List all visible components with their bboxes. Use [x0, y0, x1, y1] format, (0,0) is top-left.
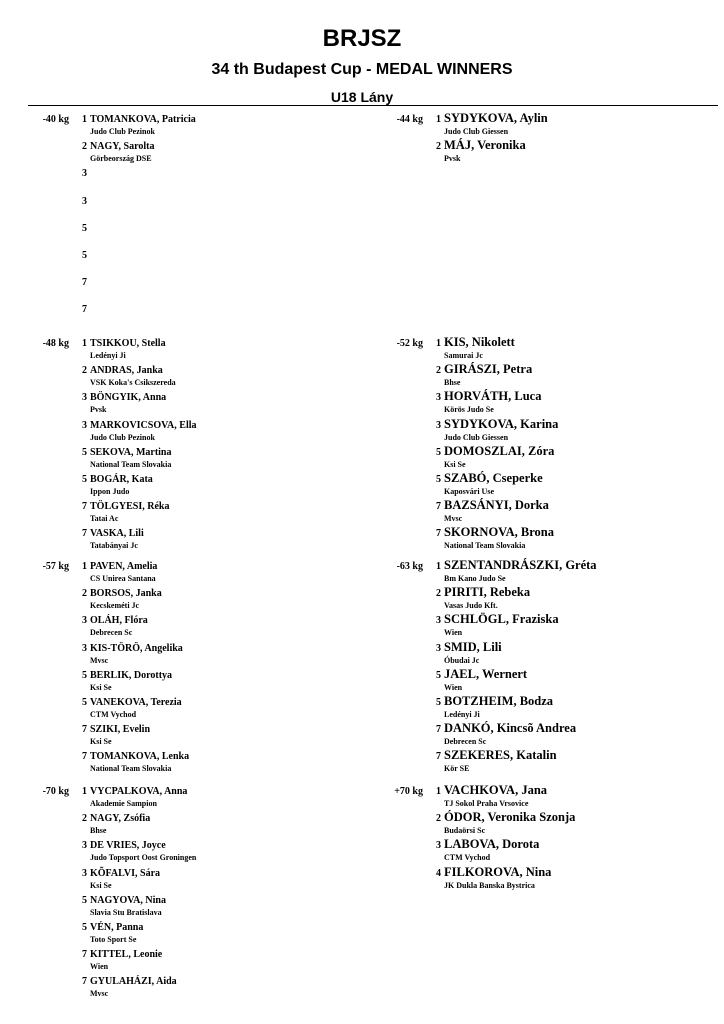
club-name: Debrecen Sc: [90, 628, 133, 638]
athlete-name: KITTEL, Leonie: [90, 949, 163, 961]
athlete-name: MÁJ, Veronika: [444, 138, 526, 153]
place-number: 4: [436, 867, 441, 879]
club-name: VSK Koka's Csikszereda: [90, 378, 176, 388]
result-row: [431, 692, 711, 719]
place-number: 1: [436, 786, 441, 797]
athlete-name: KIS, Nikolett: [444, 335, 515, 349]
athlete-name: SYDYKOVA, Aylin: [444, 111, 548, 125]
place-number: 7: [82, 751, 87, 763]
place-number: 7: [82, 949, 87, 961]
athlete-name: NAGY, Zsófia: [90, 813, 151, 825]
athlete-name: ANDRAS, Janka: [90, 365, 163, 377]
athlete-name: BOGÁR, Kata: [90, 474, 153, 485]
header-rule: [28, 105, 718, 106]
place-number: 5: [82, 894, 87, 906]
club-name: Tatabányai Jc: [90, 541, 138, 551]
club-name: Wien: [444, 628, 463, 638]
result-row: [431, 523, 711, 550]
club-name: Ippon Judo: [90, 487, 130, 496]
club-name: CS Unirea Santana: [90, 574, 156, 583]
category-label: -52 kg: [396, 338, 423, 349]
place-number: 1: [82, 561, 87, 572]
athlete-name: TÖLGYESI, Réka: [90, 501, 170, 513]
category-label: -70 kg: [42, 786, 69, 797]
result-row: [431, 415, 711, 442]
athlete-name: KIS-TÖRÖ, Angelika: [90, 642, 183, 654]
place-number: 3: [436, 840, 441, 852]
place-number: 7: [82, 501, 87, 513]
result-row: [431, 442, 711, 469]
athlete-name: PAVEN, Amelia: [90, 561, 158, 572]
club-name: Judo Club Giessen: [444, 432, 509, 442]
club-name: TJ Sokol Praha Vrsovice: [444, 799, 529, 808]
place-number: 1: [436, 338, 441, 349]
result-row: [431, 556, 711, 583]
place-number: 3: [436, 392, 441, 404]
club-name: Ledényi Ji: [444, 710, 480, 719]
place-number: 5: [436, 669, 441, 681]
club-name: Judo Topsport Oost Groningen: [90, 853, 197, 863]
place-number: 2: [436, 813, 441, 825]
place-number: 2: [82, 813, 87, 825]
result-row: [431, 863, 711, 890]
club-name: Pvsk: [444, 154, 461, 164]
club-name: Ksi Se: [444, 459, 466, 469]
club-name: Ksi Se: [90, 737, 112, 747]
place-number: 7: [436, 528, 441, 540]
athlete-name: SKORNOVA, Brona: [444, 525, 554, 540]
athlete-name: SCHLÖGL, Fraziska: [444, 612, 559, 627]
athlete-name: SEKOVA, Martina: [90, 446, 172, 458]
athlete-name: KÕFALVI, Sára: [90, 867, 161, 879]
athlete-name: FILKOROVA, Nina: [444, 864, 552, 879]
place-number: 3: [82, 642, 87, 654]
weight-category: [0, 781, 724, 1003]
place-number: 7: [436, 751, 441, 763]
result-row: [431, 136, 711, 163]
athlete-name: NAGYOVA, Nina: [90, 894, 166, 906]
place-number: 3: [82, 419, 87, 431]
place-number: 7: [82, 528, 87, 540]
place-number: 5: [82, 697, 87, 708]
club-name: Akademie Sampion: [90, 799, 157, 808]
athlete-name: SYDYKOVA, Karina: [444, 416, 559, 431]
place-number: 7: [82, 304, 87, 316]
place-number: 1: [82, 338, 87, 349]
athlete-name: GYULAHÁZI, Aida: [90, 976, 177, 988]
athlete-name: VÉN, Panna: [90, 922, 144, 933]
weight-category: [0, 109, 724, 331]
athlete-name: ÓDOR, Veronika Szonja: [444, 810, 576, 825]
page-title: BRJSZ: [322, 25, 402, 52]
athlete-name: SZENTANDRÁSZKI, Gréta: [444, 558, 597, 572]
athlete-name: TSIKKOU, Stella: [90, 338, 166, 349]
place-number: 3: [436, 642, 441, 654]
club-name: JK Dukla Banska Bystrica: [444, 880, 535, 890]
club-name: Judo Club Pezinok: [90, 127, 155, 136]
category-label: -63 kg: [396, 561, 423, 572]
result-row: [431, 638, 711, 665]
category-label: +70 kg: [394, 786, 423, 797]
club-name: Görbeország DSE: [90, 154, 152, 164]
club-name: Körös Judo Se: [444, 405, 494, 415]
place-number: 1: [82, 786, 87, 797]
athlete-name: DOMOSZLAI, Zóra: [444, 443, 555, 458]
place-number: 3: [436, 615, 441, 627]
place-number: 5: [82, 446, 87, 458]
athlete-name: GIRÁSZI, Petra: [444, 362, 533, 377]
athlete-name: OLÁH, Flóra: [90, 615, 148, 627]
place-number: 7: [436, 724, 441, 736]
club-name: Kör SE: [444, 764, 470, 774]
athlete-name: BORSOS, Janka: [90, 588, 162, 600]
place-number: 3: [82, 867, 87, 879]
place-number: 5: [82, 669, 87, 681]
club-name: Ksi Se: [90, 682, 112, 692]
place-number: 1: [436, 114, 441, 125]
result-row: [431, 746, 711, 773]
athlete-name: BAZSÁNYI, Dorka: [444, 498, 549, 513]
place-number: 5: [82, 474, 87, 485]
place-number: 5: [82, 222, 87, 234]
result-row: [431, 665, 711, 692]
place-number: 1: [436, 561, 441, 572]
club-name: Debrecen Sc: [444, 737, 487, 747]
weight-category: [0, 556, 724, 778]
athlete-name: PIRITI, Rebeka: [444, 585, 531, 600]
athlete-name: VANEKOVA, Terezia: [90, 697, 182, 708]
place-number: 3: [82, 615, 87, 627]
result-row: [431, 360, 711, 387]
club-name: Samurai Jc: [444, 351, 483, 360]
athlete-name: SZABÓ, Cseperke: [444, 471, 543, 485]
result-row: [431, 808, 711, 835]
athlete-name: HORVÁTH, Luca: [444, 389, 542, 404]
place-number: 3: [82, 392, 87, 404]
club-name: National Team Slovakia: [444, 541, 526, 551]
athlete-name: BERLIK, Dorottya: [90, 669, 173, 681]
club-name: Toto Sport Se: [90, 935, 137, 944]
place-number: 1: [82, 114, 87, 125]
place-number: 2: [82, 365, 87, 377]
result-row: [431, 583, 711, 610]
place-number: 5: [82, 922, 87, 933]
club-name: Judo Club Pezinok: [90, 432, 155, 442]
result-row: [431, 781, 711, 808]
club-name: Vasas Judo Kft.: [444, 601, 498, 611]
category-label: -40 kg: [42, 114, 69, 125]
place-number: 2: [436, 141, 441, 153]
place-number: 2: [82, 588, 87, 600]
athlete-name: TOMANKOVA, Patricia: [90, 114, 196, 125]
athlete-name: JAEL, Wernert: [444, 666, 528, 681]
club-name: Kaposvári Use: [444, 487, 494, 496]
result-row: [431, 109, 711, 136]
club-name: Kecskeméti Jc: [90, 601, 140, 611]
athlete-name: VACHKOVA, Jana: [444, 783, 548, 797]
place-number: 5: [436, 446, 441, 458]
place-number: 3: [82, 840, 87, 852]
place-number: 5: [436, 697, 441, 708]
club-name: Pvsk: [90, 405, 107, 415]
place-number: 2: [436, 588, 441, 600]
club-name: National Team Slovakia: [90, 764, 172, 774]
result-row: [431, 610, 711, 637]
athlete-name: BOTZHEIM, Bodza: [444, 694, 554, 708]
club-name: Óbudai Jc: [444, 655, 480, 665]
club-name: National Team Slovakia: [90, 459, 172, 469]
athlete-name: LABOVA, Dorota: [444, 837, 540, 852]
club-name: Bhse: [444, 378, 461, 388]
club-name: Tatai Ac: [90, 514, 119, 524]
athlete-name: SZEKERES, Katalin: [444, 748, 557, 763]
athlete-name: DANKÓ, Kincsõ Andrea: [444, 721, 577, 736]
club-name: Slavia Stu Bratislava: [90, 907, 162, 917]
place-number: 2: [436, 365, 441, 377]
club-name: Mvsc: [90, 989, 109, 999]
athlete-name: VASKA, Lili: [90, 528, 144, 540]
club-name: Mvsc: [444, 514, 463, 524]
place-number: 7: [82, 724, 87, 736]
athlete-name: SMID, Lili: [444, 639, 502, 654]
club-name: Bm Kano Judo Se: [444, 574, 506, 583]
place-number: 3: [82, 168, 87, 180]
category-label: -44 kg: [396, 114, 423, 125]
athlete-name: VYCPALKOVA, Anna: [90, 786, 188, 797]
result-row: [431, 719, 711, 746]
club-name: Ledényi Ji: [90, 351, 126, 360]
club-name: Mvsc: [90, 655, 109, 665]
place-number: 7: [82, 976, 87, 988]
place-number: 5: [436, 474, 441, 485]
athlete-name: SZIKI, Evelin: [90, 724, 151, 736]
club-name: Ksi Se: [90, 880, 112, 890]
place-number: 5: [82, 250, 87, 261]
club-name: Budaörsi Sc: [444, 826, 486, 836]
athlete-name: DE VRIES, Joyce: [90, 840, 166, 852]
result-row: [431, 835, 711, 862]
athlete-name: NAGY, Sarolta: [90, 141, 155, 153]
weight-category: [0, 333, 724, 555]
page-subtitle: 34 th Budapest Cup - MEDAL WINNERS: [211, 61, 513, 78]
athlete-name: MARKOVICSOVA, Ella: [90, 419, 197, 431]
athlete-name: TOMANKOVA, Lenka: [90, 751, 190, 763]
result-row: [431, 333, 711, 360]
place-number: 2: [82, 141, 87, 153]
result-row: [431, 496, 711, 523]
result-row: [431, 387, 711, 414]
section-title: U18 Lány: [330, 89, 394, 105]
club-name: Wien: [90, 962, 109, 972]
club-name: CTM Vychod: [444, 853, 491, 863]
result-row: [431, 469, 711, 496]
club-name: CTM Vychod: [90, 710, 137, 719]
athlete-name: BÖNGYIK, Anna: [90, 392, 167, 404]
place-number: 7: [436, 501, 441, 513]
category-label: -57 kg: [42, 561, 69, 572]
place-number: 3: [82, 195, 87, 207]
place-number: 7: [82, 277, 87, 289]
club-name: Bhse: [90, 826, 107, 836]
category-label: -48 kg: [42, 338, 69, 349]
club-name: Judo Club Giessen: [444, 127, 509, 136]
club-name: Wien: [444, 682, 463, 692]
place-number: 3: [436, 419, 441, 431]
